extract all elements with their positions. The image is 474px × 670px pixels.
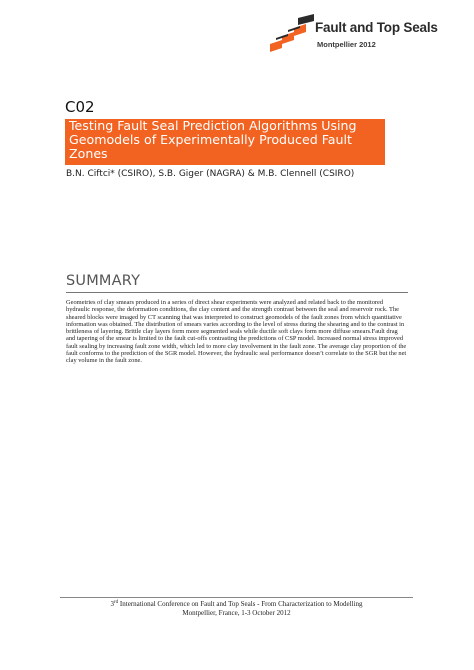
paper-title: Testing Fault Seal Prediction Algorithms Using Geomodels of Experimentally Produced Fault Zones [65,119,385,165]
conference-logo [268,14,438,54]
paper-authors: B.N. Ciftci* (CSIRO), S.B. Giger (NAGRA) & M.B. Clennell (CSIRO) [66,169,355,179]
footer-ordinal-number: 3 [110,600,114,608]
footer-line-2: Montpellier, France, 1-3 October 2012 [182,609,291,617]
footer-conference-name: International Conference on Fault and Top Seals - From Characterization to Modelling [118,600,363,608]
footer-line-1 [60,600,413,609]
logo-title: Fault and Top Seals [315,20,438,35]
footer-ordinal-suffix: rd [114,600,119,605]
page-footer [60,600,413,618]
logo-subtitle: Montpellier 2012 [317,40,376,49]
stepped-fault-blocks-logo-icon [268,14,316,54]
footer-divider [60,597,413,598]
summary-heading: SUMMARY [66,273,141,289]
summary-text: Geometries of clay smears produced in a series of direct shear experiments were analyzed and related back to the monitored hydraulic response, the deformation conditions, the clay content and the strength contrast between the seal and reservoir rock. The sheared blocks were imaged by CT scanning that was interpreted to construct geomodels of the fault zones from which quantitative information was obtained. The distribution of smears varies according to the level of stress during the shearing and to the contrast in brittleness of layering. Brittle clay layers form more segmented seals while ductile soft clays form more diffuse smears.Fault drag and tapering of the smear is limited to the fault cut-offs contrasting the predictions of CSP model. Increased normal stress improved fault sealing by increasing fault zone width, which led to more clay involvement in the fault zone. The average clay proportion of the fault conforms to the prediction of the SGR model. However, the hydraulic seal performance doesn’t correlate to the SGR but the net clay volume in the fault zone. [66,299,407,365]
summary-divider [66,292,408,293]
paper-code: C02 [65,98,95,116]
